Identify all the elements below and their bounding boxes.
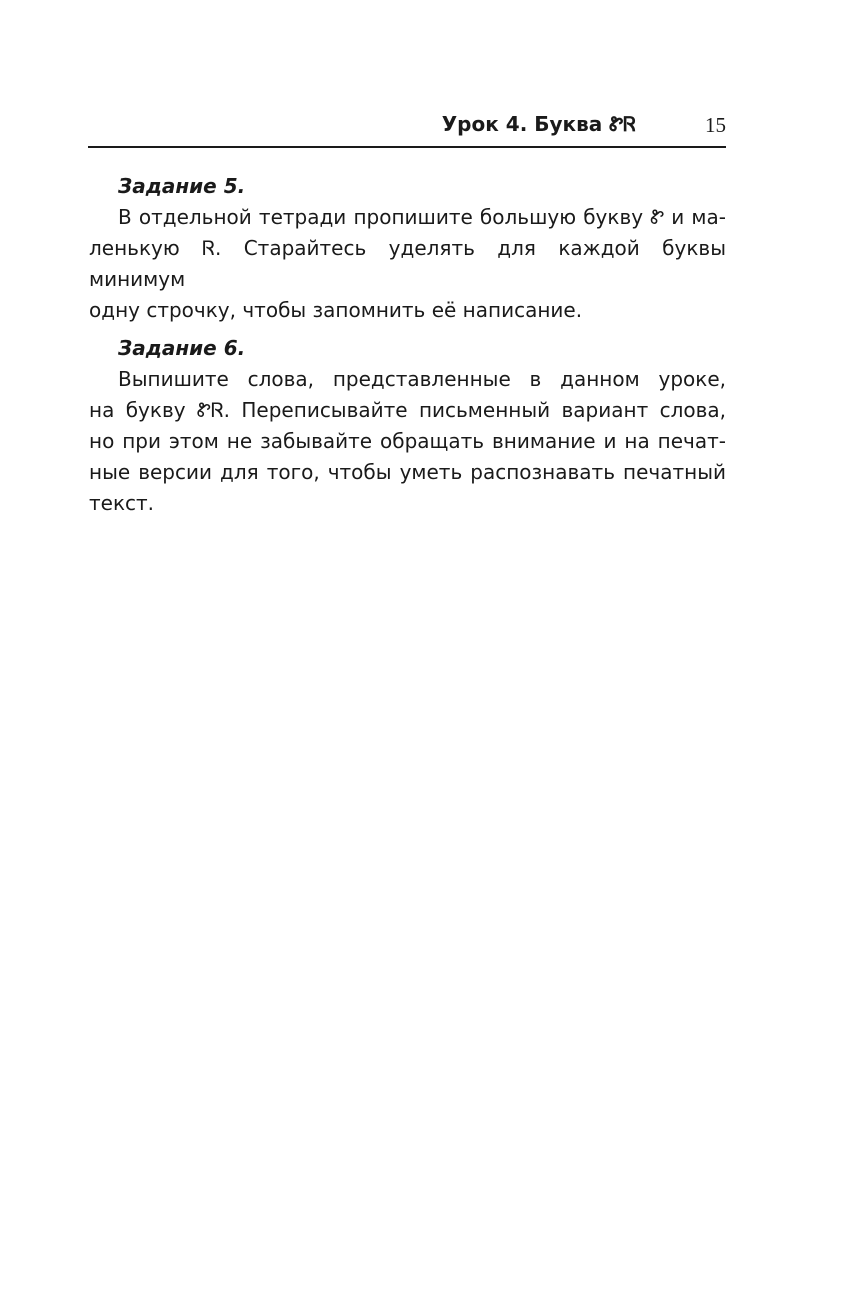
paragraph-line: текст. xyxy=(89,491,155,515)
task-6-paragraph xyxy=(89,364,726,519)
page-number: 15 xyxy=(705,113,726,137)
chapter-title: Урок 4. Буква ᏑᏒ xyxy=(441,112,636,136)
running-header xyxy=(88,108,726,146)
task-5-paragraph xyxy=(89,202,726,326)
paragraph-line: но при этом не забывайте обращать внимание и на печат- xyxy=(89,429,726,453)
paragraph-line: ленькую Ꮢ. Старайтесь уделять для каждой буквы минимум xyxy=(89,236,726,291)
paragraph-line: одну строчку, чтобы запомнить её написание. xyxy=(89,298,583,322)
task-6-heading: Задание 6. xyxy=(118,336,246,360)
paragraph-line: на букву ᏑᏒ. Переписывайте письменный вариант слова, xyxy=(89,398,726,422)
paragraph-line: В отдельной тетради пропишите большую букву Ꮡ и ма- xyxy=(118,205,726,229)
paragraph-line: ные версии для того, чтобы уметь распознавать печатный xyxy=(89,460,726,484)
task-5-heading: Задание 5. xyxy=(118,174,246,198)
paragraph-line: Выпишите слова, представленные в данном уроке, xyxy=(118,367,726,391)
header-divider xyxy=(88,146,726,148)
